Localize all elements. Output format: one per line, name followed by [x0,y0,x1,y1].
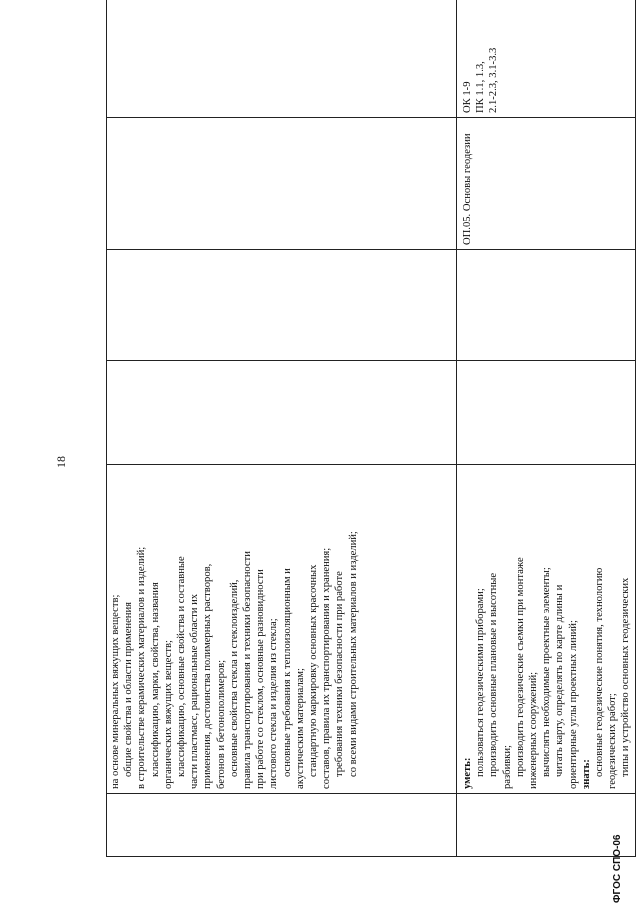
text-line: пользоваться геодезическими приборами; [475,588,487,777]
index-cell [457,794,636,857]
page-number: 18 [54,456,68,468]
text-line: общие свойства и области применения [123,601,135,777]
competencies-cell [457,0,636,118]
text-line: классификацию, основные свойства и составные [176,556,188,777]
text-line: производить геодезические съемки при монтаже [514,557,526,777]
index-cell [107,794,457,857]
text-line: требования техники безопасности при работе [334,571,346,777]
text-line: при работе со стеклом, основные разновидности [255,569,267,789]
text-line: основные требования к теплоизоляционным и [281,568,293,777]
text-line: правила транспортирования и техники безопасности [242,551,254,789]
section-heading: уметь: [462,757,473,789]
text-line: составов, правила их транспортирования и хранения; [321,547,333,789]
text-line: основные геодезические понятия, технологию [594,567,606,777]
text-line: ориентирные углы проектных линий; [567,620,579,789]
text-line: производить основные плановые и высотные [488,572,500,777]
text-line: стандартную маркировку основных красочных [308,564,320,777]
empty-cell [107,361,457,465]
text-line: акустическим материалам; [294,668,306,789]
competency-line: ПК 1.1, 1.3, [475,61,487,113]
competency-line: ОК 1-9 [462,81,473,113]
text-line: типы и устройство основных геодезических [620,577,632,777]
text-line: читать карту, определять по карте длины и [554,584,566,777]
section-heading: знать: [580,759,592,789]
requirements-cell [457,465,636,794]
empty-cell [457,250,636,361]
discipline-cell: ОП.05. Основы геодезии [457,118,636,250]
text-line: бетонов и бетонополимеров; [215,659,227,789]
text-line: части пластмасс, рациональные области их [189,593,201,789]
text-line: органических вяжущих веществ; [162,640,174,789]
text-line: классификацию, марки, свойства, названия [149,582,161,777]
text-line: со всеми видами строительных материалов и изделий; [347,531,359,777]
text-line: инженерных сооружений; [528,671,540,789]
empty-cell [107,250,457,361]
empty-cell [457,361,636,465]
requirements-cell [107,465,457,794]
text-line: в строительстве керамических материалов и изделий; [136,546,148,789]
table-row [107,0,457,857]
text-line: листового стекла и изделия из стекла; [268,618,280,789]
document-footer: ФГОС СПО-06 [612,834,623,903]
text-line: разбивки; [501,744,513,789]
text-line: применения, достоинства полимерных растворов, [202,563,214,789]
discipline-cell [107,118,457,250]
text-line: основные свойства стекла и стеклоизделий, [228,579,240,777]
fgos-table [106,0,636,857]
competencies-cell [107,0,457,118]
competency-line: 2.1-2.3, 3.1-3.3 [488,47,500,113]
text-line: геодезических работ; [607,693,619,789]
table-row [457,0,636,857]
text-line: вычислять необходимые проектные элементы; [541,567,553,777]
text-line: на основе минеральных вяжущих веществ; [110,594,121,789]
